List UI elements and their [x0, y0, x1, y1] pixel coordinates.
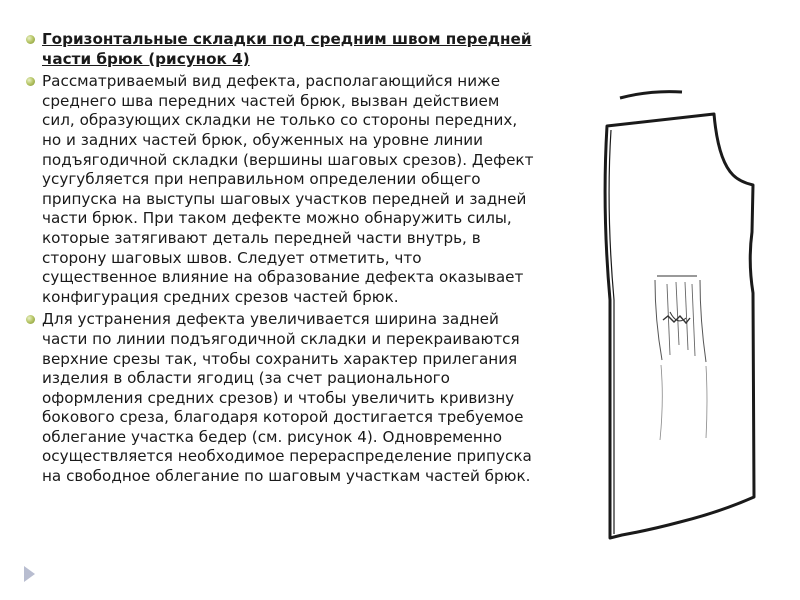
fold-line: [660, 365, 662, 440]
fold-line: [667, 284, 670, 355]
bullet-item-defect-fix: [26, 310, 536, 486]
slide-title: Горизонтальные складки под средним швом передней части брюк (рисунок 4): [42, 30, 532, 68]
fold-line: [655, 280, 662, 360]
text-content: [26, 30, 536, 490]
fold-line: [676, 282, 679, 345]
fold-line: [692, 284, 695, 356]
fold-line: [685, 282, 688, 350]
pattern-outline: [605, 114, 754, 538]
paragraph-text: Рассматриваемый вид дефекта, располагающийся ниже среднего шва передних частей брюк, вызван действием сил, образующих складки не только со стороны передних, но и задних частей брюк, обуженных на уровне линии подъягодичной складки (вершины шаговых срезов). Дефект усугубляется при неправильном определении общего припуска на выступы шаговых участков передней и задней части брюк. При таком дефекте можно обнаружить силы, которые затягивают деталь передней части внутрь, в сторону шаговых швов. Следует отметить, что существенное влияние на образование дефекта оказывает конфигурация средних срезов частей брюк.: [42, 72, 534, 306]
fold-line: [700, 280, 706, 362]
arc-mark-icon: [620, 92, 682, 98]
bullet-item-title: [26, 30, 536, 69]
bullet-icon: [26, 35, 35, 44]
trouser-front-pattern-figure: [590, 80, 770, 550]
bullet-icon: [26, 315, 35, 324]
bullet-item-defect-description: [26, 72, 536, 307]
paragraph-text: Для устранения дефекта увеличивается ширина задней части по линии подъягодичной складки и перекраиваются верхние срезы так, чтобы сохранить характер прилегания изделия в области ягодиц (за счет рационального оформления средних срезов) и чтобы увеличить кривизну бокового среза, благодаря которой достигается требуемое облегание участка бедер (см. рисунок 4). Одновременно осуществляется необходимое перераспределение припуска на свободное облегание по шаговым участкам частей брюк.: [42, 310, 532, 486]
triangle-arrow-icon: [24, 566, 35, 582]
bullet-icon: [26, 77, 35, 86]
fold-line: [706, 366, 707, 438]
